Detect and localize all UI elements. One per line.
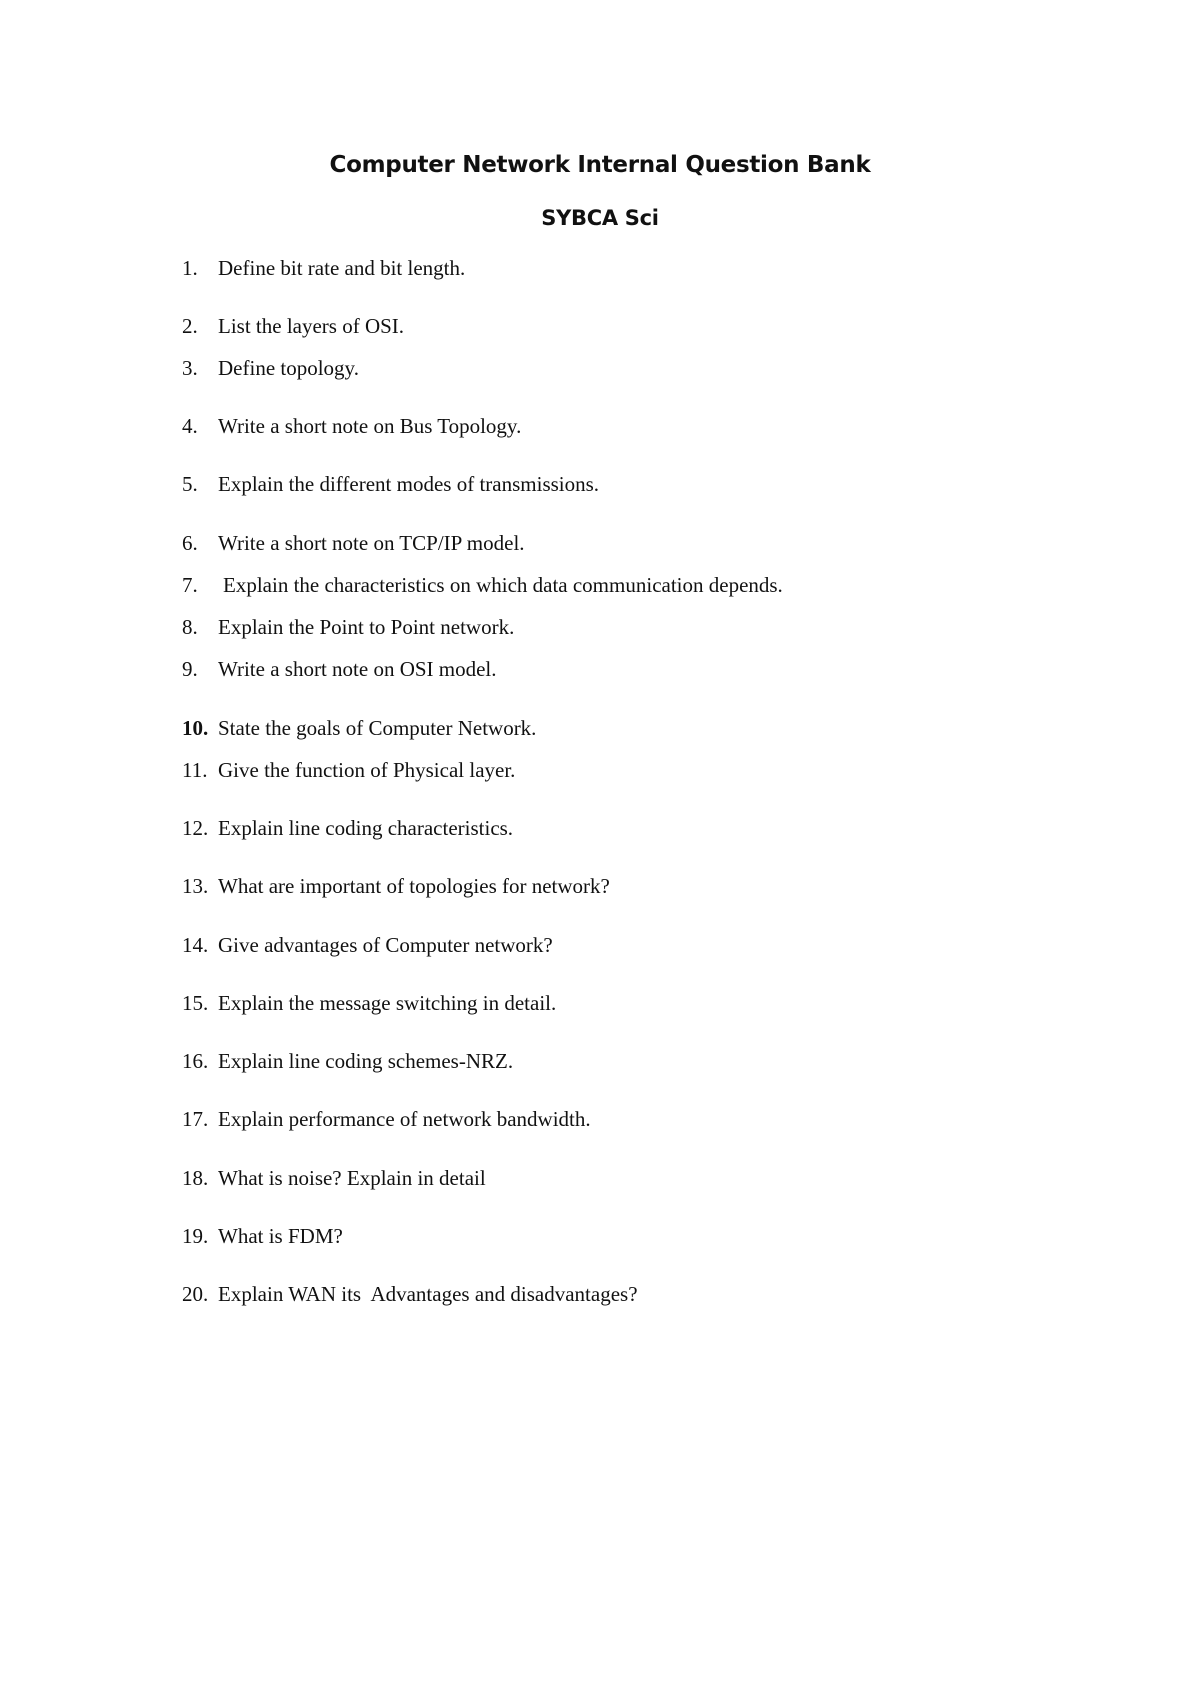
question-text: Give the function of Physical layer. [218,758,516,782]
question-text: State the goals of Computer Network. [218,716,537,740]
question-number: 6. [182,531,198,555]
question-text: Explain performance of network bandwidth. [218,1107,591,1131]
question-number: 3. [182,356,198,380]
question-text: Write a short note on Bus Topology. [218,414,522,438]
question-item [0,570,1100,600]
question-item [0,654,1100,684]
question-number: 1. [182,256,198,280]
question-text: Define topology. [218,356,359,380]
question-item [0,1163,1100,1193]
question-text: Explain line coding schemes-NRZ. [218,1049,514,1073]
question-item [0,353,1100,383]
question-item [0,1279,1100,1309]
question-text: Write a short note on OSI model. [218,657,497,681]
question-number: 14. [182,933,209,957]
question-text: Write a short note on TCP/IP model. [218,531,525,555]
document-title: Computer Network Internal Question Bank [329,152,871,178]
question-item [0,1046,1100,1076]
question-number: 12. [182,816,209,840]
question-text: What are important of topologies for network? [218,874,610,898]
question-item [0,528,1100,558]
question-number: 16. [182,1049,209,1073]
question-number: 7. [182,573,198,597]
question-number: 9. [182,657,198,681]
question-number: 2. [182,314,198,338]
question-text: Explain the message switching in detail. [218,991,557,1015]
question-number: 20. [182,1282,209,1306]
question-text: List the layers of OSI. [218,314,405,338]
question-item [0,253,1100,283]
question-text: Explain the different modes of transmissions. [218,472,600,496]
question-item [0,612,1100,642]
question-item [0,1221,1100,1251]
question-item [0,411,1100,441]
question-number: 8. [182,615,198,639]
question-number: 10. [182,716,209,740]
question-text: Explain the Point to Point network. [218,615,515,639]
question-item [0,988,1100,1018]
question-item [0,871,1100,901]
question-item [0,469,1100,499]
question-text: Explain line coding characteristics. [218,816,514,840]
question-number: 18. [182,1166,209,1190]
question-text: What is FDM? [218,1224,343,1248]
question-number: 11. [182,758,208,782]
question-text: Explain WAN its Advantages and disadvantages? [218,1282,638,1306]
question-number: 17. [182,1107,209,1131]
question-item [0,755,1100,785]
question-number: 4. [182,414,198,438]
question-number: 15. [182,991,209,1015]
question-number: 13. [182,874,209,898]
question-item [0,813,1100,843]
question-item [0,713,1100,743]
question-number: 5. [182,472,198,496]
question-text: Explain the characteristics on which data communication depends. [223,573,783,597]
question-text: Give advantages of Computer network? [218,933,553,957]
question-item [0,930,1100,960]
question-item [0,1104,1100,1134]
question-text: Define bit rate and bit length. [218,256,466,280]
question-text: What is noise? Explain in detail [218,1166,486,1190]
document-subtitle: SYBCA Sci [541,206,659,230]
question-item [0,311,1100,341]
question-number: 19. [182,1224,209,1248]
